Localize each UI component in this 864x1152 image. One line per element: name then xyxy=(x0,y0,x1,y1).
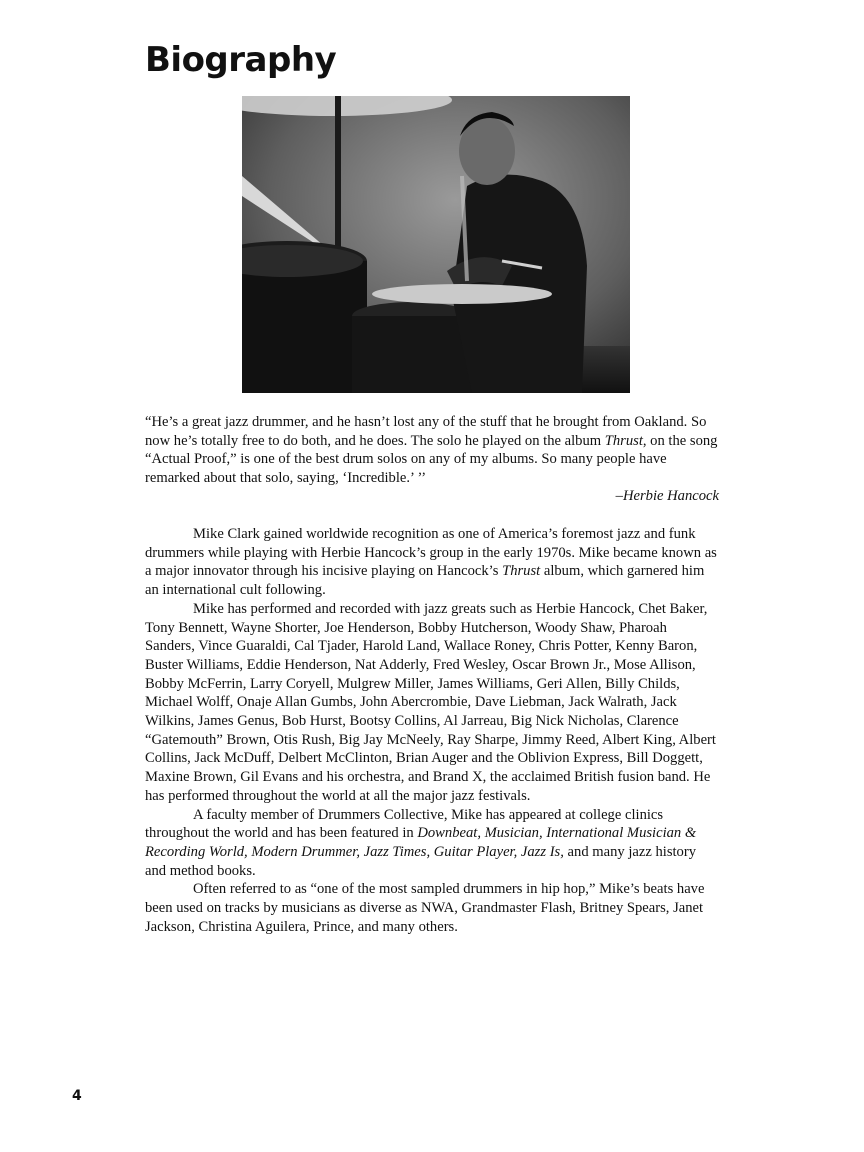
paragraph-text: album, which garnered him an international cult following. xyxy=(145,563,705,599)
hancock-quote xyxy=(145,413,719,488)
paragraph-4: Often referred to as “one of the most sampled drummers in hip hop,” Mike’s beats have been used on tracks by musicians as diverse as NWA, Grandmaster Flash, Britney Spears, Janet Jackson, Christina Aguilera, Prince, and many others. xyxy=(145,881,705,935)
album-title: Thrust xyxy=(502,563,541,580)
publications-list: Downbeat, Musician, International Musician & Recording World, Modern Drummer, Jazz Times, Guitar Player, Jazz Is, xyxy=(145,825,697,860)
paragraph-text: and many jazz history and method books. xyxy=(145,843,697,879)
page-number: 4 xyxy=(72,1088,82,1104)
quote-text-continued: , on the song “Actual Proof,” is one of the best drum solos on any of my albums. So many people have remarked about that solo, saying, ‘Incredible.’ ’’ xyxy=(145,432,718,487)
paragraph-2: Mike has performed and recorded with jazz greats such as Herbie Hancock, Chet Baker, Tony Bennett, Wayne Shorter, Joe Henderson, Bobby Hutcherson, Woody Shaw, Pharoah Sanders, Vince Guaraldi, Cal Tjader, Harold Land, Wallace Roney, Chris Potter, Kenny Baron, Buster Williams, Eddie Henderson, Nat Adderly, Fred Wesley, Oscar Brown Jr., Mose Allison, Bobby McFerrin, Larry Coryell, Mulgrew Miller, James Williams, Geri Allen, Billy Childs, Michael Wolff, Onaje Allan Gumbs, John Abercrombie, Dave Liebman, Jack Walrath, Jack Wilkins, James Genus, Bob Hurst, Bootsy Collins, Al Jarreau, Big Nick Nicholas, Clarence “Gatemouth” Brown, Otis Rush, Big Jay McNeely, Ray Sharpe, Jimmy Reed, Albert King, Albert Collins, Jack McDuff, Delbert McClinton, Brian Auger and the Oblivion Express, Bill Doggett, Maxine Brown, Gil Evans and his orchestra, and Brand X, the acclaimed British fusion band. He has performed throughout the world at all the major jazz festivals. xyxy=(145,600,716,804)
quote-attribution: –Herbie Hancock xyxy=(615,488,719,504)
drummer-photo xyxy=(242,96,630,393)
paragraph-1 xyxy=(145,525,720,600)
paragraph-text: A faculty member of Drummers Collective, Mike has appeared at college clinics throughout the world and has been featured in xyxy=(145,806,664,842)
paragraph-3 xyxy=(145,806,720,881)
page-title: Biography xyxy=(145,40,337,80)
quote-text: “He’s a great jazz drummer, and he hasn’t lost any of the stuff that he brought from Oakland. So now he’s totally free to do both, and he does. The solo he played on the album xyxy=(145,414,707,449)
quote-album-title: Thrust xyxy=(604,432,643,449)
paragraph-text: Mike Clark gained worldwide recognition as one of America’s foremost jazz and funk drummers while playing with Herbie Hancock’s group in the early 1970s. Mike became known as a major innovator through his incisive playing on Hancock’s xyxy=(145,526,717,580)
biography-body xyxy=(145,525,720,936)
